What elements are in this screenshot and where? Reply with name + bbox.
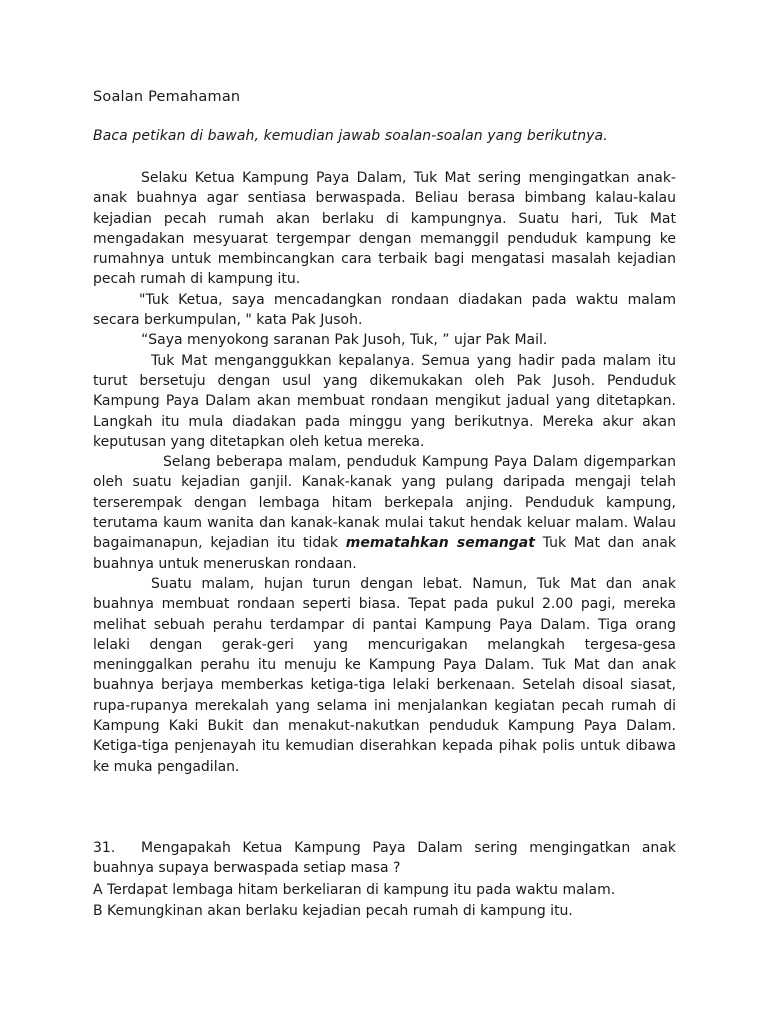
option-b: B Kemungkinan akan berlaku kejadian pecah rumah di kampung itu. <box>93 903 573 919</box>
option-a: A Terdapat lembaga hitam berkeliaran di kampung itu pada waktu malam. <box>93 882 616 898</box>
emphasized-phrase: mematahkan semangat <box>345 535 535 552</box>
answer-options <box>93 880 693 922</box>
paragraph-5-text-after: Tuk Mat dan anak buahnya untuk meneruskan rondaan. <box>93 535 676 572</box>
passage-paragraph-2: "Tuk Ketua, saya mencadangkan rondaan diadakan pada waktu malam secara berkumpulan, " kata Pak Jusoh. <box>93 291 676 329</box>
passage <box>93 168 676 777</box>
passage-paragraph-3: “Saya menyokong saranan Pak Jusoh, Tuk, ” ujar Pak Mail. <box>141 332 548 349</box>
instruction-text: Baca petikan di bawah, kemudian jawab soalan-soalan yang berikutnya. <box>93 128 608 144</box>
passage-paragraph-1: Selaku Ketua Kampung Paya Dalam, Tuk Mat sering mengingatkan anak-anak buahnya agar sentiasa berwaspada. Beliau berasa bimbang kalau-kalau kejadian pecah rumah akan berlaku di kampungnya. Suatu hari, Tuk Mat mengadakan mesyuarat tergempar dengan memanggil penduduk kampung ke rumahnya untuk membincangkan cara terbaik bagi mengatasi masalah kejadian pecah rumah di kampung itu. <box>93 170 676 288</box>
document-title: Soalan Pemahaman <box>93 89 241 105</box>
question-number: 31. <box>93 840 116 856</box>
passage-paragraph-4: Tuk Mat menganggukkan kepalanya. Semua yang hadir pada malam itu turut bersetuju dengan usul yang dikemukakan oleh Pak Jusoh. Penduduk Kampung Paya Dalam akan membuat rondaan mengikut jadual yang ditetapkan. Langkah itu mula diadakan pada minggu yang berikutnya. Mereka akur akan keputusan yang ditetapkan oleh ketua mereka. <box>93 352 676 450</box>
question-text: Mengapakah Ketua Kampung Paya Dalam sering mengingatkan anak buahnya supaya berwaspada setiap masa ? <box>93 840 676 876</box>
question-31 <box>93 838 676 878</box>
passage-paragraph-6: Suatu malam, hujan turun dengan lebat. Namun, Tuk Mat dan anak buahnya membuat rondaan seperti biasa. Tepat pada pukul 2.00 pagi, mereka melihat sebuah perahu terdampar di pantai Kampung Paya Dalam. Tiga orang lelaki dengan gerak-geri yang mencurigakan melangkah tergesa-gesa meninggalkan perahu itu menuju ke Kampung Paya Dalam. Tuk Mat dan anak buahnya berjaya memberkas ketiga-tiga lelaki berkenaan. Setelah disoal siasat, rupa-rupanya merekalah yang selama ini menjalankan kegiatan pecah rumah di Kampung Kaki Bukit dan menakut-nakutkan penduduk Kampung Paya Dalam. Ketiga-tiga penjenayah itu kemudian diserahkan kepada pihak polis untuk dibawa ke muka pengadilan. <box>93 575 676 775</box>
paragraph-5-text-before: Selang beberapa malam, penduduk Kampung Paya Dalam digemparkan oleh suatu kejadian ganjil. Kanak-kanak yang pulang daripada mengaji telah terserempak dengan lembaga hitam berkepala anjing. Penduduk kampung, terutama kaum wanita dan kanak-kanak mulai takut hendak keluar malam. Walau bagaimanapun, kejadian itu tidak <box>93 454 676 552</box>
passage-paragraph-5 <box>93 452 676 574</box>
